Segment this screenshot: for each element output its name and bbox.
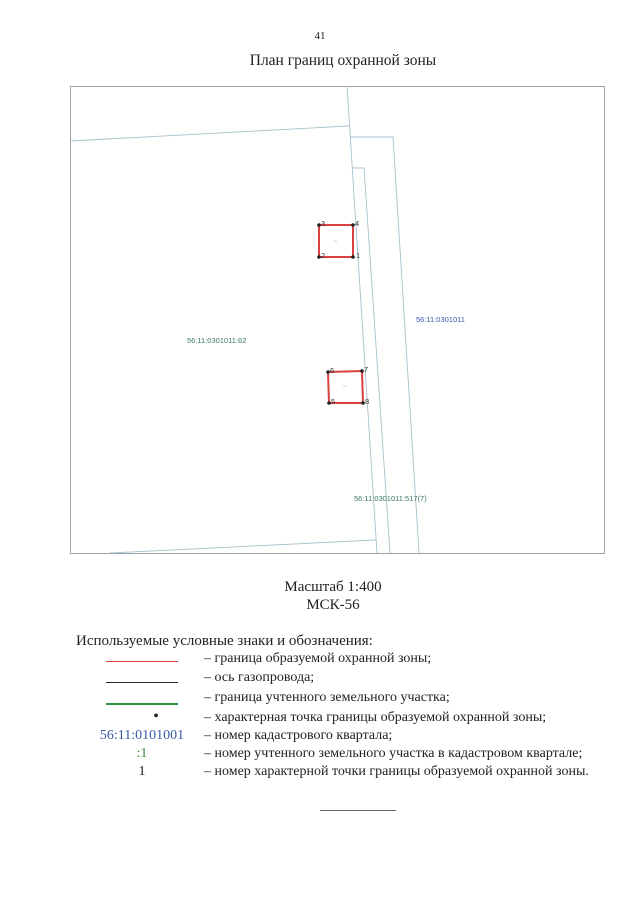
point-label-6: 6 <box>330 366 335 375</box>
page-title: План границ охранной зоны <box>249 52 437 69</box>
point-dot-icon: • <box>153 708 159 725</box>
point-label-2: 2 <box>321 251 326 260</box>
boundary-point-1 <box>351 255 355 259</box>
legend-title: Используемые условные знаки и обозначения: <box>76 633 373 649</box>
legend-item-quarter-number: 56:11:0101001 – номер кадастрового квартала; <box>99 728 393 743</box>
parcel-boundary-c <box>350 137 419 553</box>
legend-item-parcel-boundary: – граница учтенного земельного участка; <box>76 690 636 708</box>
red-line-icon <box>106 661 178 662</box>
point-label-4: 4 <box>355 219 360 228</box>
page-number: 41 <box>314 30 326 42</box>
legend-item-point-number: 1 – номер характерной точки границы образуемой охранной зоны. <box>138 764 589 779</box>
parcel-boundary-top <box>70 126 349 141</box>
parcel-label-62: 56:11:0301011:62 <box>187 336 247 345</box>
point-label-7: 7 <box>364 365 369 374</box>
map-frame <box>71 87 605 554</box>
green-line-icon <box>106 703 178 705</box>
coordinate-system: МСК-56 <box>306 597 360 613</box>
point-label-5: 5 <box>331 397 336 406</box>
footer-divider <box>320 810 396 811</box>
legend-item-gas-pipeline-axis: – ось газопровода; <box>76 670 636 688</box>
point-label-8: 8 <box>365 397 370 406</box>
parcel-label-517: 56:11:0301011:517(7) <box>354 494 427 503</box>
dark-line-icon <box>106 682 178 683</box>
parcel-boundary-bottom <box>110 540 376 553</box>
legend-item-parcel-number: :1 – номер учтенного земельного участка в кадастровом квартале; <box>136 746 583 761</box>
point-label-3: 3 <box>321 219 326 228</box>
quarter-label: 56:11:0301011 <box>416 315 465 324</box>
parcel-boundary-a <box>347 86 377 553</box>
legend-item-boundary-point: • – характерная точка границы образуемой охранной зоны; <box>76 710 636 728</box>
scale-ratio: Масштаб 1:400 <box>284 579 382 595</box>
cadastral-boundaries <box>70 86 419 553</box>
point-label-1: 1 <box>356 251 361 260</box>
legend-item-zone-boundary: – граница образуемой охранной зоны; <box>76 651 636 669</box>
scale-block <box>0 578 640 614</box>
